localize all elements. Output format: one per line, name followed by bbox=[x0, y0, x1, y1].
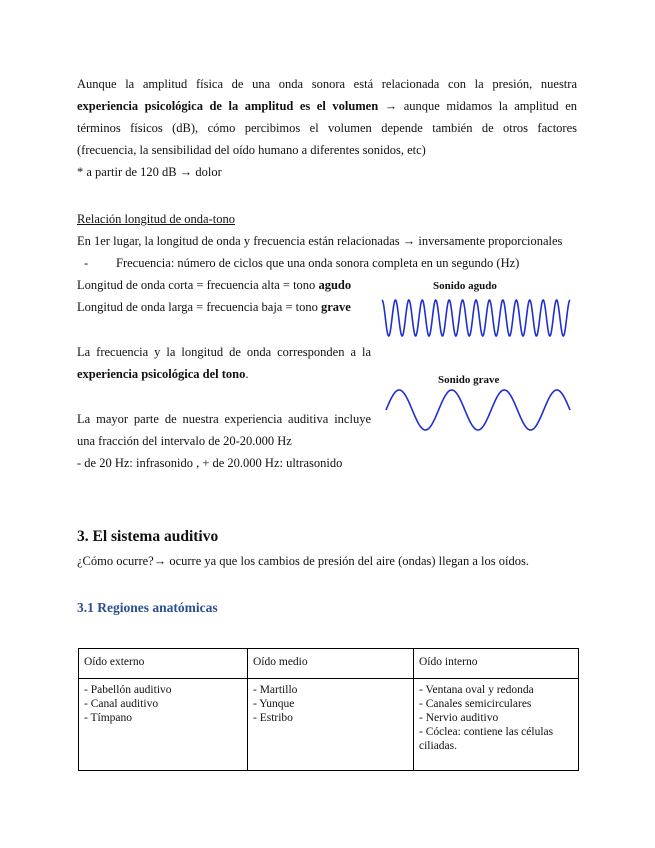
paragraph-amplitude-line5 bbox=[77, 161, 577, 183]
paragraph-tone-line2 bbox=[77, 363, 371, 385]
text-line: La frecuencia y la longitud de onda corresponden a la bbox=[77, 345, 371, 359]
text-line: * a partir de 120 dB → dolor bbox=[77, 165, 222, 179]
bold-phrase: experiencia psicológica de la amplitud es el volumen bbox=[77, 99, 379, 113]
list-item: - Canales semicirculares bbox=[419, 698, 532, 710]
paragraph-range-line3 bbox=[77, 452, 577, 474]
paragraph-amplitude-line1 bbox=[77, 73, 577, 95]
list-item: - Ventana oval y redonda bbox=[419, 684, 534, 696]
text-line: - de 20 Hz: infrasonido , + de 20.000 Hz: ultrasonido bbox=[77, 456, 343, 470]
bullet-dash: - bbox=[84, 256, 89, 270]
figure-high-pitch bbox=[378, 280, 574, 342]
low-wave-svg bbox=[378, 374, 574, 438]
text-line: → aunque midamos la amplitud en bbox=[378, 99, 577, 113]
table-header-row bbox=[79, 649, 579, 679]
table-row bbox=[79, 679, 579, 771]
paragraph-amplitude-line4 bbox=[77, 139, 577, 161]
table-header-cell: Oído medio bbox=[248, 649, 414, 679]
table-cell-internal bbox=[414, 679, 579, 771]
bold-word: grave bbox=[321, 300, 351, 314]
list-item: - Estribo bbox=[253, 712, 293, 724]
text-line: . bbox=[245, 367, 249, 381]
list-item: - Tímpano bbox=[84, 712, 133, 724]
text-line: términos físicos (dB), cómo percibimos el volumen depende también de otros factores bbox=[77, 121, 577, 135]
high-wave-svg bbox=[378, 280, 574, 342]
figure-low-pitch bbox=[378, 374, 574, 438]
heading-auditory-system: 3. El sistema auditivo bbox=[77, 528, 219, 545]
text-line: una fracción del intervalo de 20-20.000 Hz bbox=[77, 434, 292, 448]
list-item: - Yunque bbox=[253, 698, 295, 710]
paragraph-amplitude-line2 bbox=[77, 95, 577, 117]
heading-anatomical-regions: 3.1 Regiones anatómicas bbox=[77, 600, 218, 615]
text-line: Longitud de onda corta = frecuencia alta = tono bbox=[77, 278, 319, 292]
list-item: - Martillo bbox=[253, 684, 298, 696]
list-item: - Nervio auditivo bbox=[419, 712, 499, 724]
paragraph-how: ¿Cómo ocurre?→ ocurre ya que los cambios de presión del aire (ondas) llegan a los oídos. bbox=[77, 554, 529, 568]
paragraph-tone-line1 bbox=[77, 341, 371, 363]
paragraph-relation: En 1er lugar, la longitud de onda y frecuencia están relacionadas → inversamente proporcionales bbox=[77, 234, 563, 248]
paragraph-amplitude-line3 bbox=[77, 117, 577, 139]
paragraph-range-line1 bbox=[77, 408, 371, 430]
figure-label-high: Sonido agudo bbox=[433, 280, 497, 292]
high-wave-line bbox=[382, 300, 570, 336]
list-item: - Cóclea: contiene las células ciliadas. bbox=[419, 726, 554, 752]
bullet-text: Frecuencia: número de ciclos que una onda sonora completa en un segundo (Hz) bbox=[116, 256, 520, 270]
section-link-heading: Relación longitud de onda-tono bbox=[77, 212, 235, 226]
text-line: Longitud de onda larga = frecuencia baja = tono bbox=[77, 300, 321, 314]
bold-phrase: experiencia psicológica del tono bbox=[77, 367, 246, 381]
regions-table bbox=[78, 648, 579, 771]
text-line: La mayor parte de nuestra experiencia auditiva incluye bbox=[77, 412, 371, 426]
table-header-cell: Oído interno bbox=[414, 649, 579, 679]
text-line: Aunque la amplitud física de una onda sonora está relacionada con la presión, nuestra bbox=[77, 77, 577, 91]
paragraph-range-line2 bbox=[77, 430, 371, 452]
list-item: - Canal auditivo bbox=[84, 698, 159, 710]
list-item: - Pabellón auditivo bbox=[84, 684, 172, 696]
bold-word: agudo bbox=[318, 278, 352, 292]
table-cell-external bbox=[79, 679, 248, 771]
low-wave-line bbox=[386, 390, 570, 430]
table-header-cell: Oído externo bbox=[79, 649, 248, 679]
figure-label-low: Sonido grave bbox=[438, 374, 500, 386]
text-line: (frecuencia, la sensibilidad del oído humano a diferentes sonidos, etc) bbox=[77, 143, 426, 157]
table-cell-middle bbox=[248, 679, 414, 771]
